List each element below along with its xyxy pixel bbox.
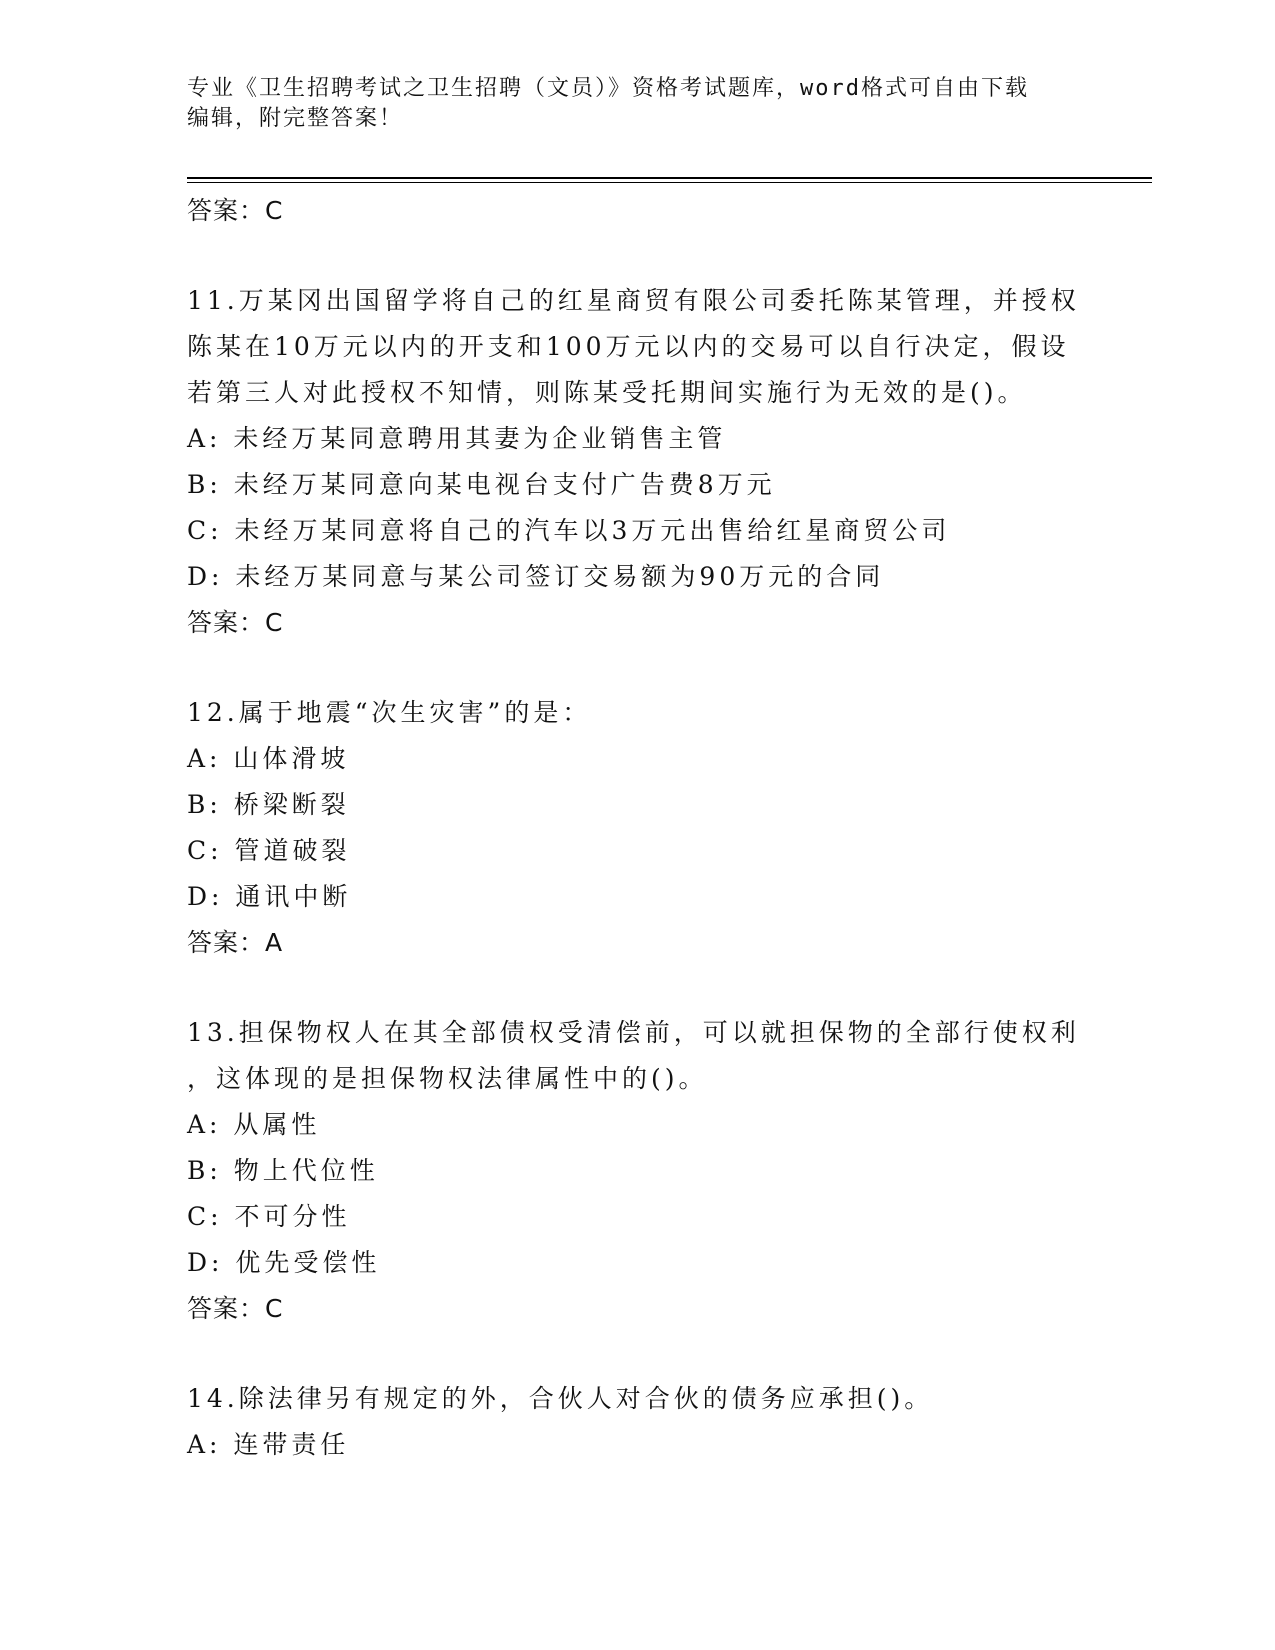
option-a: A: 未经万某同意聘用其妻为企业销售主管	[187, 424, 727, 453]
question-12	[187, 690, 1087, 966]
question-text-line: 陈某在10万元以内的开支和100万元以内的交易可以自行决定，假设	[187, 332, 1070, 361]
question-text-line: 13.担保物权人在其全部债权受清偿前，可以就担保物的全部行使权利	[187, 1018, 1080, 1047]
option-b: B: 桥梁断裂	[187, 790, 350, 819]
question-14	[187, 1376, 1087, 1468]
answer-line: 答案：A	[187, 928, 284, 957]
question-text-line: ，这体现的是担保物权法律属性中的()。	[187, 1064, 708, 1093]
option-a: A: 连带责任	[187, 1430, 350, 1459]
option-c: C: 管道破裂	[187, 836, 351, 865]
header-line-2: 编辑，附完整答案！	[187, 106, 404, 131]
option-d: D: 未经万某同意与某公司签订交易额为90万元的合同	[187, 562, 885, 591]
option-b: B: 物上代位性	[187, 1156, 379, 1185]
question-text-line: 14.除法律另有规定的外，合伙人对合伙的债务应承担()。	[187, 1384, 934, 1413]
answer-line: 答案：C	[187, 1294, 284, 1323]
option-d: D: 优先受偿性	[187, 1248, 381, 1277]
option-a: A: 山体滑坡	[187, 744, 350, 773]
question-text-line: 11.万某冈出国留学将自己的红星商贸有限公司委托陈某管理，并授权	[187, 286, 1080, 315]
option-d: D: 通讯中断	[187, 882, 352, 911]
header-divider-thick	[187, 177, 1152, 179]
question-list	[187, 188, 1087, 1468]
document-header	[187, 74, 1067, 134]
header-divider-thin	[187, 182, 1152, 183]
question-13	[187, 1010, 1087, 1332]
answer-line: 答案：C	[187, 196, 284, 225]
header-line-1: 专业《卫生招聘考试之卫生招聘（文员）》资格考试题库，word格式可自由下载	[187, 76, 1029, 101]
option-c: C: 未经万某同意将自己的汽车以3万元出售给红星商贸公司	[187, 516, 951, 545]
option-a: A: 从属性	[187, 1110, 321, 1139]
question-11	[187, 278, 1087, 646]
option-c: C: 不可分性	[187, 1202, 351, 1231]
question-text-line: 12.属于地震“次生灾害”的是：	[187, 698, 592, 727]
answer-line: 答案：C	[187, 608, 284, 637]
option-b: B: 未经万某同意向某电视台支付广告费8万元	[187, 470, 776, 499]
question-text-line: 若第三人对此授权不知情，则陈某受托期间实施行为无效的是()。	[187, 378, 1027, 407]
